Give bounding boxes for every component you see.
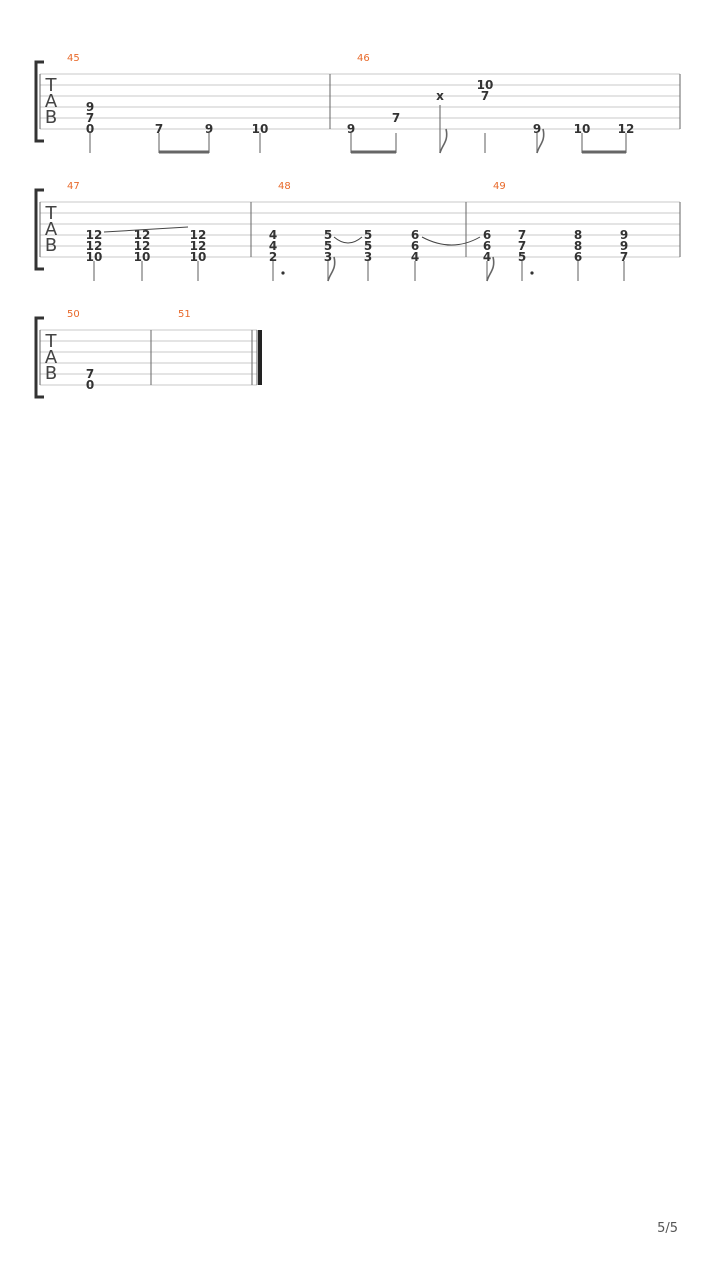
fret-number: 4 (410, 250, 420, 264)
fret-number: 6 (482, 228, 492, 242)
tab-clef-letter: B (44, 363, 58, 384)
fret-number: 9 (619, 239, 629, 253)
fret-number: 0 (85, 378, 95, 392)
fret-number: 10 (189, 250, 207, 264)
measure-number: 47 (67, 181, 80, 192)
fret-number: 5 (363, 228, 373, 242)
fret-number: 10 (133, 250, 151, 264)
rhythm-dot (281, 271, 284, 274)
fret-number: 4 (482, 250, 492, 264)
measure-number: 49 (493, 181, 506, 192)
tab-clef-letter: B (44, 235, 58, 256)
fret-number: 6 (410, 228, 420, 242)
fret-number: 12 (133, 228, 151, 242)
measure-number: 51 (178, 309, 191, 320)
fret-number: 0 (85, 122, 95, 136)
fret-number: 7 (517, 239, 527, 253)
tab-clef-letter: A (44, 347, 58, 368)
fret-number: 5 (323, 239, 333, 253)
eighth-flag (440, 129, 447, 153)
system-1 (36, 53, 680, 153)
fret-number: 4 (268, 228, 278, 242)
system-2 (36, 181, 680, 281)
fret-number: 12 (617, 122, 635, 136)
measure-number: 46 (357, 53, 370, 64)
fret-number: 5 (323, 228, 333, 242)
rhythm-dot (530, 271, 533, 274)
fret-number: 7 (480, 89, 490, 103)
fret-number: 3 (363, 250, 373, 264)
fret-number: 12 (85, 228, 103, 242)
measure-number: 48 (278, 181, 291, 192)
tab-clef-letter: T (45, 331, 57, 352)
tab-clef-letter: A (44, 91, 58, 112)
system-3 (36, 309, 262, 397)
fret-number: 7 (154, 122, 164, 136)
fret-number: 6 (482, 239, 492, 253)
fret-number: 5 (363, 239, 373, 253)
fret-number: 7 (391, 111, 401, 125)
tab-clef-letter: T (45, 75, 57, 96)
dead-note: x (436, 89, 444, 103)
fret-number: 7 (85, 367, 95, 381)
page-number: 5/5 (657, 1221, 678, 1236)
fret-number: 4 (268, 239, 278, 253)
fret-number: 10 (573, 122, 591, 136)
fret-number: 9 (85, 100, 95, 114)
tab-clef-letter: T (45, 203, 57, 224)
fret-number: 7 (619, 250, 629, 264)
fret-number: 10 (476, 78, 494, 92)
fret-number: 12 (189, 228, 207, 242)
fret-number: 9 (204, 122, 214, 136)
fret-number: 2 (268, 250, 278, 264)
fret-number: 9 (346, 122, 356, 136)
fret-number: 7 (85, 111, 95, 125)
tie-arc (334, 237, 362, 243)
fret-number: 12 (85, 239, 103, 253)
fret-number: 12 (133, 239, 151, 253)
tab-clef-letter: B (44, 107, 58, 128)
fret-number: 6 (573, 250, 583, 264)
fret-number: 10 (251, 122, 269, 136)
fret-number: 10 (85, 250, 103, 264)
tab-clef-letter: A (44, 219, 58, 240)
measure-number: 50 (67, 309, 80, 320)
fret-number: 12 (189, 239, 207, 253)
fret-number: 3 (323, 250, 333, 264)
fret-number: 7 (517, 228, 527, 242)
fret-number: 5 (517, 250, 527, 264)
fret-number: 9 (619, 228, 629, 242)
measure-number: 45 (67, 53, 80, 64)
tie-arc (422, 237, 480, 245)
fret-number: 6 (410, 239, 420, 253)
fret-number: 9 (532, 122, 542, 136)
fret-number: 8 (573, 228, 583, 242)
fret-number: 8 (573, 239, 583, 253)
final-bar-thick (258, 330, 262, 385)
